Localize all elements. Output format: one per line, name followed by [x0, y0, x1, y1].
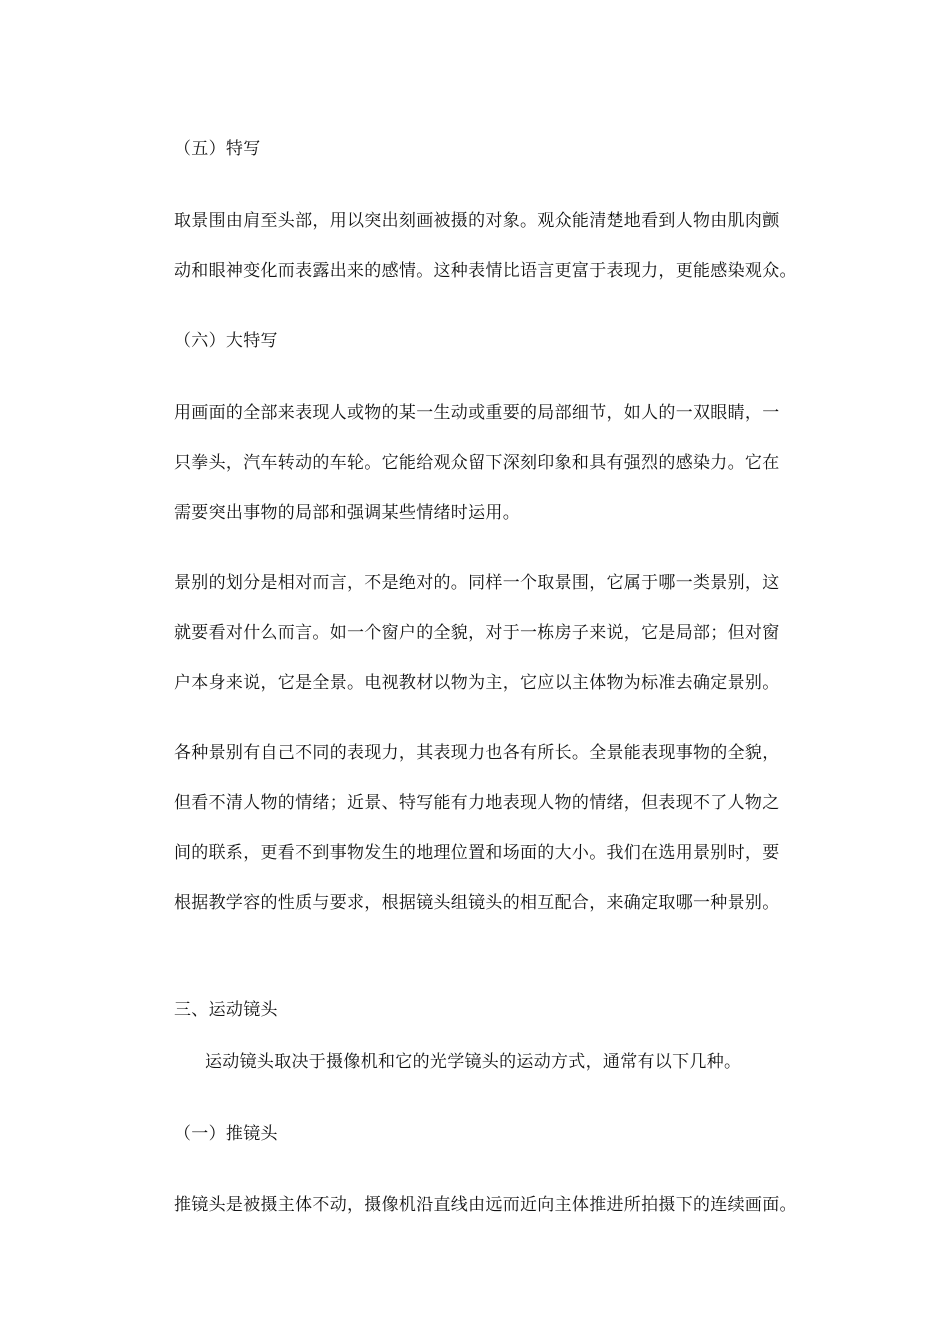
expressiveness-line-2: 但看不清人物的情绪；近景、特写能有力地表现人物的情绪，但表现不了人物之 — [174, 793, 780, 813]
heading-extreme-closeup: （六）大特写 — [174, 331, 278, 351]
extreme-closeup-line-1: 用画面的全部来表现人或物的某一生动或重要的局部细节，如人的一双眼睛，一 — [174, 403, 780, 423]
relativity-line-2: 就要看对什么而言。如一个窗户的全貌，对于一栋房子来说，它是局部；但对窗 — [174, 623, 780, 643]
section-heading-moving-shots: 三、运动镜头 — [174, 1000, 278, 1020]
expressiveness-line-3: 间的联系，更看不到事物发生的地理位置和场面的大小。我们在选用景别时，要 — [174, 843, 780, 863]
relativity-line-3: 户本身来说，它是全景。电视教材以物为主，它应以主体物为标准去确定景别。 — [174, 673, 780, 693]
moving-shots-intro: 运动镜头取决于摄像机和它的光学镜头的运动方式，通常有以下几种。 — [205, 1052, 742, 1072]
heading-push-shot: （一）推镜头 — [174, 1124, 278, 1144]
extreme-closeup-line-3: 需要突出事物的局部和强调某些情绪时运用。 — [174, 503, 520, 523]
relativity-line-1: 景别的划分是相对而言，不是绝对的。同样一个取景围，它属于哪一类景别，这 — [174, 573, 780, 593]
extreme-closeup-line-2: 只拳头，汽车转动的车轮。它能给观众留下深刻印象和具有强烈的感染力。它在 — [174, 453, 780, 473]
closeup-line-1: 取景围由肩至头部，用以突出刻画被摄的对象。观众能清楚地看到人物由肌肉颤 — [174, 211, 780, 231]
push-shot-line: 推镜头是被摄主体不动，摄像机沿直线由远而近向主体推进所拍摄下的连续画面。 — [174, 1195, 797, 1215]
heading-closeup: （五）特写 — [174, 139, 261, 159]
expressiveness-line-1: 各种景别有自己不同的表现力，其表现力也各有所长。全景能表现事物的全貌， — [174, 743, 780, 763]
closeup-line-2: 动和眼神变化而表露出来的感情。这种表情比语言更富于表现力，更能感染观众。 — [174, 261, 797, 281]
expressiveness-line-4: 根据教学容的性质与要求，根据镜头组镜头的相互配合，来确定取哪一种景别。 — [174, 893, 780, 913]
